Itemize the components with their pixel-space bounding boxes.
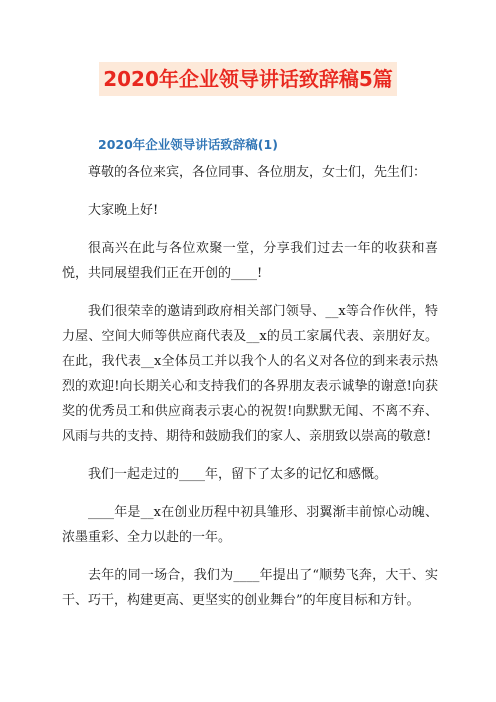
paragraph-good-evening: 大家晚上好! bbox=[88, 203, 159, 218]
title-container bbox=[0, 62, 496, 96]
paragraph-thanks: 我们很荣幸的邀请到政府相关部门领导、__x等合作伙伴，特力屋、空间大师等供应商代表及__x的员工家属代表、亲朋好友。在此，我代表__x全体员工并以我个人的名义对各位的到来表示热烈的欢迎!向长期关心和支持我们的各界朋友表示诚挚的谢意!向获奖的优秀员工和供应商表示衷心的祝贺!向默默无闻、不离不弃、风雨与共的支持、期待和鼓励我们的家人、亲朋致以崇高的敬意! bbox=[62, 304, 438, 444]
document-title: 2020年企业领导讲话致辞稿5篇 bbox=[99, 62, 397, 96]
paragraph-memories: 我们一起走过的____年，留下了太多的记忆和感慨。 bbox=[88, 467, 388, 482]
paragraph-year-review: ____年是__x在创业历程中初具雏形、羽翼渐丰前惊心动魄、浓墨重彩、全力以赴的一年。 bbox=[62, 505, 438, 545]
document-body bbox=[62, 160, 438, 626]
section-heading: 2020年企业领导讲话致辞稿(1) bbox=[98, 137, 278, 152]
paragraph-welcome: 很高兴在此与各位欢聚一堂，分享我们过去一年的收获和喜悦，共同展望我们正在开创的____! bbox=[62, 241, 438, 281]
paragraph-goals: 去年的同一场合，我们为____年提出了“顺势飞奔，大干、实干、巧干，构建更高、更坚实的创业舞台”的年度目标和方针。 bbox=[62, 568, 438, 608]
paragraph-greeting: 尊敬的各位来宾，各位同事、各位朋友，女士们，先生们： bbox=[88, 165, 427, 180]
